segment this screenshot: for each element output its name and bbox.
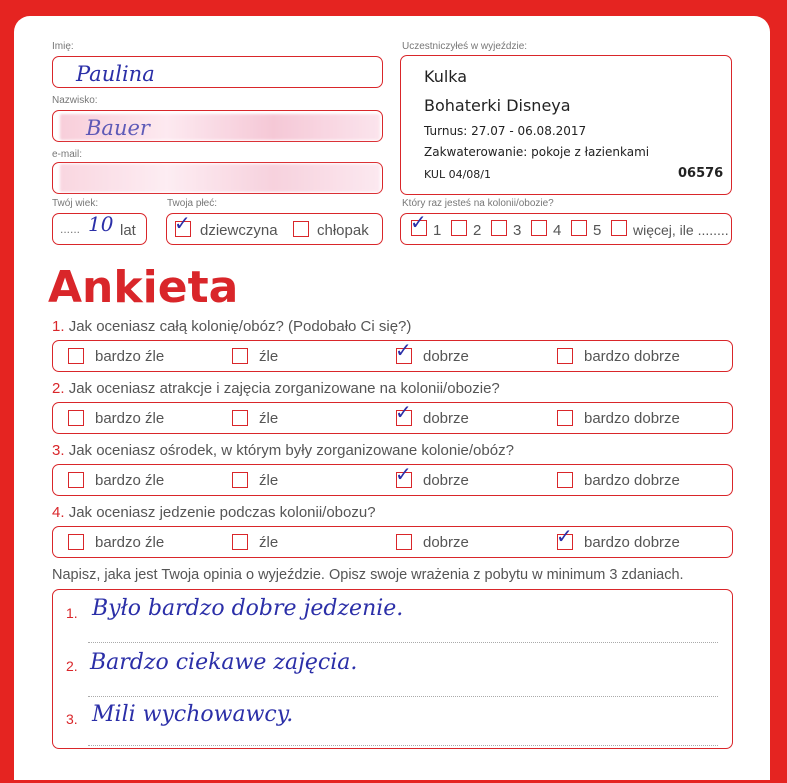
question-label: Jak oceniasz atrakcje i zajęcia zorganizowane na kolonii/obozie? — [68, 380, 500, 397]
answer-label: bardzo źle — [95, 472, 165, 489]
trip-code: KUL 04/08/1 — [424, 168, 491, 181]
answer-checkbox[interactable] — [395, 462, 412, 488]
survey-title: Ankieta — [48, 262, 239, 313]
answer-checkbox[interactable] — [557, 348, 573, 364]
answer-label: bardzo dobrze — [584, 348, 680, 365]
question-text — [52, 318, 411, 335]
age-value: 10 — [88, 212, 114, 236]
answer-label: źle — [259, 472, 279, 489]
answer-label: źle — [259, 534, 279, 551]
answer-checkbox[interactable] — [232, 410, 248, 426]
times-5-checkbox[interactable] — [571, 220, 587, 236]
age-label: Twój wiek: — [52, 198, 99, 209]
question-label: Jak oceniasz całą kolonię/obóz? (Podobało Ci się?) — [68, 318, 412, 335]
times-1-checkbox[interactable]: ✓ — [410, 210, 427, 234]
opinion-line — [88, 696, 718, 697]
answer-checkbox[interactable] — [396, 534, 412, 550]
times-5-label: 5 — [593, 222, 602, 239]
answer-checkbox[interactable] — [68, 472, 84, 488]
opinion-line — [88, 642, 718, 643]
answer-checkbox[interactable] — [232, 534, 248, 550]
question-number: 4. — [52, 504, 65, 521]
answer-checkbox[interactable] — [395, 400, 412, 426]
times-4-label: 4 — [553, 222, 562, 239]
name-value: Paulina — [76, 62, 155, 86]
email-label: e-mail: — [52, 149, 83, 160]
answer-label: bardzo źle — [95, 410, 165, 427]
answer-checkbox[interactable] — [232, 472, 248, 488]
answer-label: dobrze — [423, 534, 469, 551]
answer-label: źle — [259, 348, 279, 365]
opinion-num: 2. — [66, 658, 78, 674]
gender-boy-label: chłopak — [317, 222, 369, 239]
trip-program: Bohaterki Disneya — [424, 96, 571, 115]
check-mark-icon: ✓ — [395, 462, 412, 486]
times-3-checkbox[interactable] — [491, 220, 507, 236]
question-label: Jak oceniasz jedzenie podczas kolonii/obozu? — [68, 504, 376, 521]
check-mark-icon: ✓ — [556, 524, 573, 548]
question-number: 1. — [52, 318, 65, 335]
trip-name: Kulka — [424, 67, 468, 86]
times-2-checkbox[interactable] — [451, 220, 467, 236]
opinion-text: Bardzo ciekawe zajęcia. — [90, 650, 358, 675]
answer-checkbox[interactable] — [395, 338, 412, 364]
question-label: Jak oceniasz ośrodek, w którym były zorganizowane kolonie/obóz? — [68, 442, 514, 459]
trip-accommodation: Zakwaterowanie: pokoje z łazienkami — [424, 145, 650, 159]
times-more-checkbox[interactable] — [611, 220, 627, 236]
age-dots: ...... — [60, 222, 81, 236]
answer-label: dobrze — [423, 410, 469, 427]
name-label: Imię: — [52, 41, 74, 52]
opinion-num: 1. — [66, 605, 78, 621]
surname-value: Bauer — [86, 116, 150, 140]
answer-checkbox[interactable] — [232, 348, 248, 364]
answer-checkbox[interactable] — [68, 534, 84, 550]
opinion-text: Było bardzo dobre jedzenie. — [92, 596, 404, 621]
answer-label: dobrze — [423, 472, 469, 489]
answer-label: bardzo źle — [95, 534, 165, 551]
gender-girl-label: dziewczyna — [200, 222, 278, 239]
times-1-label: 1 — [433, 222, 442, 239]
trip-number: 06576 — [678, 166, 724, 181]
email-redaction — [60, 164, 380, 192]
opinion-num: 3. — [66, 711, 78, 727]
age-unit: lat — [120, 222, 136, 239]
trip-turnus: Turnus: 27.07 - 06.08.2017 — [424, 124, 587, 138]
answer-label: bardzo dobrze — [584, 472, 680, 489]
answer-checkbox[interactable] — [68, 348, 84, 364]
answer-checkbox[interactable] — [557, 410, 573, 426]
times-4-checkbox[interactable] — [531, 220, 547, 236]
gender-girl-checkbox[interactable]: ✓ — [174, 211, 191, 235]
answer-label: dobrze — [423, 348, 469, 365]
answer-label: źle — [259, 410, 279, 427]
times-label: Który raz jesteś na kolonii/obozie? — [402, 198, 554, 209]
times-more-label: więcej, ile ........ — [633, 222, 729, 238]
times-2-label: 2 — [473, 222, 482, 239]
question-text — [52, 442, 514, 459]
answer-checkbox[interactable] — [68, 410, 84, 426]
opinion-prompt: Napisz, jaka jest Twoja opinia o wyjeździe. Opisz swoje wrażenia z pobytu w minimum 3 zdaniach. — [52, 567, 684, 583]
question-text — [52, 504, 376, 521]
opinion-text: Mili wychowawcy. — [92, 702, 294, 727]
check-mark-icon: ✓ — [395, 400, 412, 424]
answer-label: bardzo źle — [95, 348, 165, 365]
answer-checkbox[interactable] — [557, 472, 573, 488]
answer-checkbox[interactable] — [556, 524, 573, 550]
question-text — [52, 380, 500, 397]
question-number: 3. — [52, 442, 65, 459]
opinion-line — [88, 745, 718, 746]
trip-label: Uczestniczyłeś w wyjeździe: — [402, 41, 528, 52]
gender-boy-checkbox[interactable] — [293, 221, 309, 237]
check-mark-icon: ✓ — [395, 338, 412, 362]
surname-label: Nazwisko: — [52, 95, 98, 106]
answer-label: bardzo dobrze — [584, 534, 680, 551]
times-3-label: 3 — [513, 222, 522, 239]
answer-label: bardzo dobrze — [584, 410, 680, 427]
gender-label: Twoja płeć: — [167, 198, 218, 209]
question-number: 2. — [52, 380, 65, 397]
